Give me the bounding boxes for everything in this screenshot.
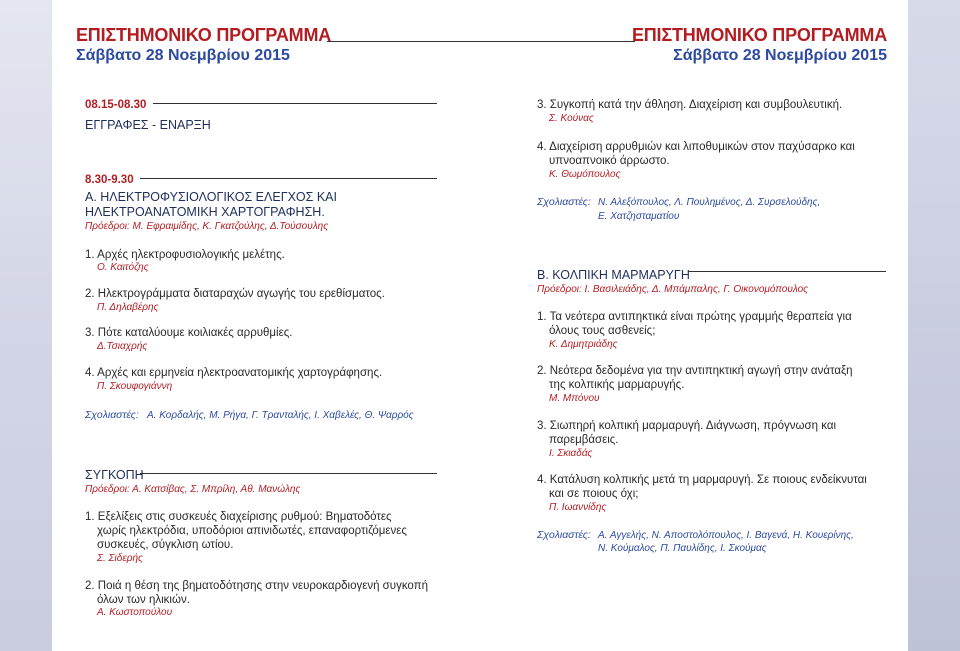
session-time-a: 8.30-9.30 (85, 174, 134, 186)
talk-title-cont: παρεμβάσεις. (549, 434, 619, 446)
talk-title: 4. Διαχείριση αρρυθμιών και λιποθυμικών στον παχύσαρκο και (537, 141, 855, 153)
talk-speaker: Δ.Τσιαχρής (97, 341, 148, 352)
session-chairs-af: Πρόεδροι: Ι. Βασιλειάδης, Δ. Μπάμπαλης, Γ. Οικονομόπουλος (537, 284, 809, 295)
talk-title-cont: χωρίς ηλεκτρόδια, υποδόριοι απινιδωτές, επαναφορτιζόμενες (97, 525, 407, 537)
talk-speaker: Ι. Σκιαδάς (549, 448, 593, 459)
header-divider (327, 41, 635, 42)
discussants-label: Σχολιαστές: (537, 529, 591, 541)
session-rule (140, 473, 437, 474)
talk-title: 1. Τα νεότερα αντιπηκτικά είναι πρώτης γραμμής θεραπεία για (537, 311, 852, 323)
talk-speaker: Σ. Κούνας (549, 113, 594, 124)
session-rule (688, 271, 886, 272)
talk-title-cont: όλους τους ασθενείς; (549, 325, 656, 337)
talk-title: 2. Ποιά η θέση της βηματοδότησης στην νευροκαρδιογενή συγκοπή (85, 580, 428, 592)
session-chairs-syncope: Πρόεδροι: Α. Κατσίβας, Σ. Μπρίλη, Αθ. Μανώλης (85, 484, 301, 495)
session-rule (140, 178, 437, 179)
discussants-label: Σχολιαστές: (85, 409, 139, 421)
talk-title: 3. Πότε καταλύουμε κοιλιακές αρρυθμίες. (85, 327, 293, 339)
talk-title: 1. Εξελίξεις στις συσκευές διαχείρισης ρυθμού: Βηματοδότες (85, 511, 392, 523)
discussants-names: Ν. Κούμαλος, Π. Παυλίδης, Ι. Σκούμας (598, 543, 767, 554)
discussants-label: Σχολιαστές: (537, 196, 591, 208)
right-decorative-band (908, 0, 960, 651)
program-title-left: ΕΠΙΣΤΗΜΟΝΙΚΟ ΠΡΟΓΡΑΜΜΑ (76, 25, 332, 45)
talk-title: 3. Σιωπηρή κολπική μαρμαρυγή. Διάγνωση, πρόγνωση και (537, 420, 837, 432)
session-time-registration: 08.15-08.30 (85, 99, 147, 111)
talk-speaker: Κ. Θωμόπουλος (549, 169, 621, 180)
talk-speaker: Σ. Σιδερής (97, 553, 143, 564)
session-title-a-line2: ΗΛΕΚΤΡΟΑΝΑΤΟΜΙΚΗ ΧΑΡΤΟΓΡΑΦΗΣΗ. (85, 205, 325, 219)
talk-speaker: Α. Κωστοπούλου (97, 607, 173, 618)
program-date-left: Σάββατο 28 Νοεμβρίου 2015 (76, 47, 290, 64)
talk-title: 4. Κατάλυση κολπικής μετά τη μαρμαρυγή. Σε ποιους ενδείκνυται (537, 474, 867, 486)
talk-title: 3. Συγκοπή κατά την άθληση. Διαχείριση και συμβουλευτική. (537, 99, 843, 111)
talk-title: 2. Ηλεκτρογράμματα διαταραχών αγωγής του ερεθίσματος. (85, 288, 385, 300)
talk-speaker: Ο. Καιτόζης (97, 262, 149, 273)
talk-title: 4. Αρχές και ερμηνεία ηλεκτροανατομικής χαρτογράφησης. (85, 367, 383, 379)
session-title-registration: ΕΓΓΡΑΦΕΣ - ΕΝΑΡΞΗ (85, 118, 211, 132)
talk-title-cont: όλων των ηλικιών. (97, 594, 190, 606)
discussants-names: Ε. Χατζησταματίου (598, 211, 680, 222)
session-title-a-line1: Α. ΗΛΕΚΤΡΟΦΥΣΙΟΛΟΓΙΚΟΣ ΕΛΕΓΧΟΣ ΚΑΙ (85, 190, 337, 204)
session-title-af: Β. ΚΟΛΠΙΚΗ ΜΑΡΜΑΡΥΓΗ (537, 268, 690, 282)
left-decorative-band (0, 0, 52, 651)
program-title-right: ΕΠΙΣΤΗΜΟΝΙΚΟ ΠΡΟΓΡΑΜΜΑ (631, 25, 887, 45)
talk-speaker: Π. Δηλαβέρης (97, 302, 159, 313)
talk-speaker: Κ. Δημητριάδης (549, 339, 618, 350)
talk-title: 1. Αρχές ηλεκτροφυσιολογικής μελέτης. (85, 249, 285, 261)
session-title-syncope: ΣΥΓΚΟΠΗ (85, 468, 144, 482)
session-rule (153, 103, 437, 104)
talk-title-cont: υπνοαπνοικό άρρωστο. (549, 155, 670, 167)
talk-title-cont: και σε ποιους όχι; (549, 488, 639, 500)
talk-speaker: Π. Ιωαννίδης (549, 502, 607, 513)
talk-title-cont: συσκευές, σύγκλιση ωτίου. (97, 539, 234, 551)
program-date-right: Σάββατο 28 Νοεμβρίου 2015 (673, 47, 887, 64)
talk-title: 2. Νεότερα δεδομένα για την αντιπηκτική αγωγή στην ανάταξη (537, 365, 853, 377)
session-chairs-a: Πρόεδροι: Μ. Εφραιμίδης, Κ. Γκατζούλης, Δ.Τούσουλης (85, 221, 329, 232)
talk-speaker: Π. Σκουφογιάννη (97, 381, 173, 392)
talk-title-cont: της κολπικής μαρμαρυγής. (549, 379, 685, 391)
discussants-names: Α. Αγγελής, Ν. Αποστολόπουλος, Ι. Βαγενά, Η. Κουερίνης, (598, 530, 854, 541)
talk-speaker: Μ. Μπόνου (549, 393, 600, 404)
discussants-names: Α. Κορδαλής, Μ. Ρήγα, Γ. Τρανταλής, Ι. Χαβελές, Θ. Ψαρρός (147, 410, 414, 421)
discussants-names: Ν. Αλεξόπουλος, Λ. Πουλημένος, Δ. Συρσελούδης, (598, 197, 821, 208)
